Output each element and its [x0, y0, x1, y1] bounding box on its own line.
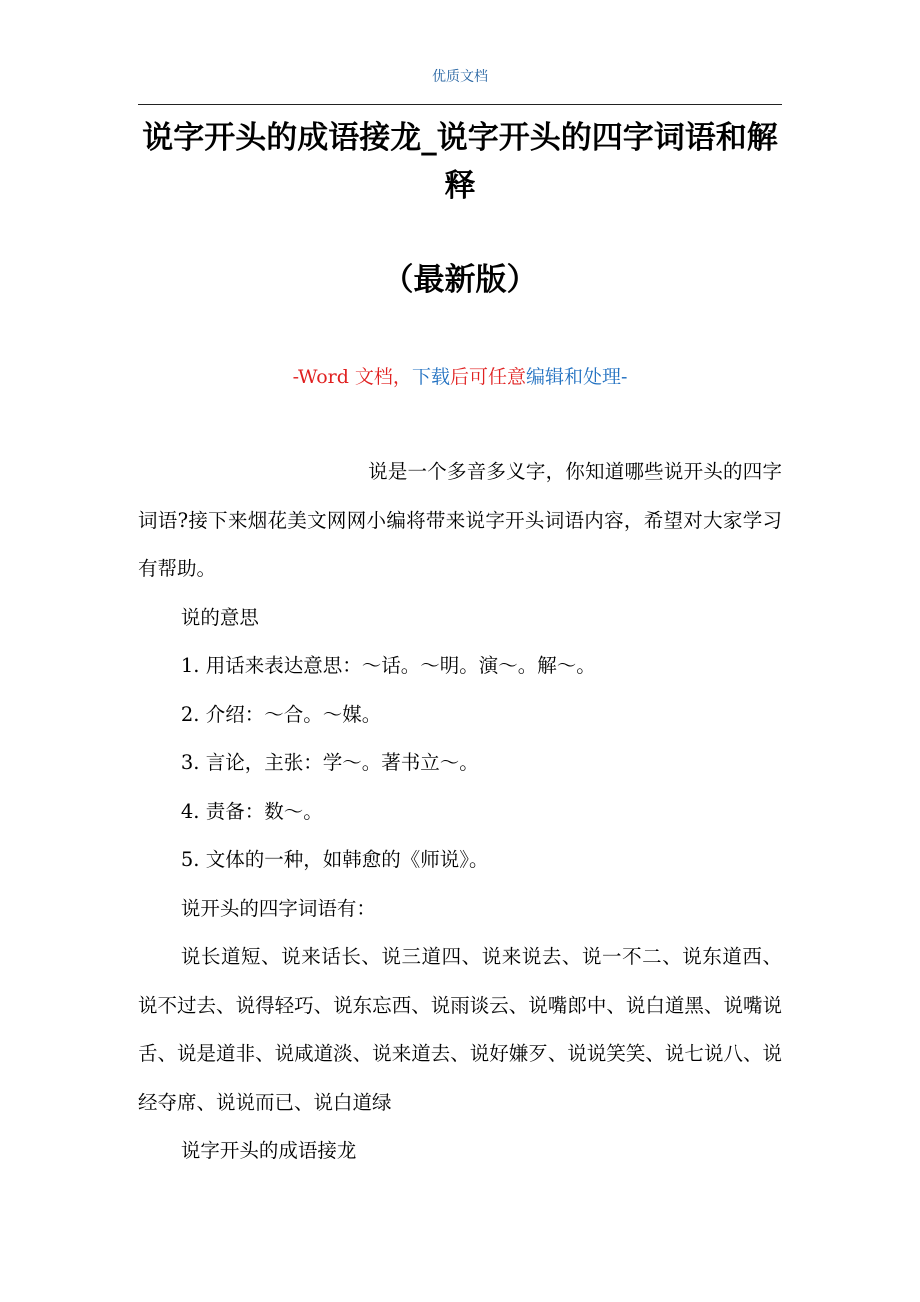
- notice-part-5: 处理-: [582, 366, 628, 388]
- document-body: [138, 448, 782, 1176]
- section-heading-meaning: 说的意思: [180, 605, 259, 629]
- document-subtitle: （最新版）: [382, 262, 538, 298]
- notice-part-4: 编辑和: [525, 366, 583, 388]
- section-heading-chain: 说字开头的成语接龙: [180, 1139, 357, 1162]
- header-divider: [138, 104, 782, 105]
- meaning-item: 1. 用话来表达意思：～话。～明。演～。解～。: [180, 654, 596, 677]
- notice-part-2: 下载: [411, 366, 450, 388]
- meaning-item: 3. 言论，主张：学～。著书立～。: [180, 751, 479, 774]
- word-list-paragraph: 说长道短、说来话长、说三道四、说来说去、说一不二、说东道西、说不过去、说得轻巧、说东忘西、说雨谈云、说嘴郎中、说白道黑、说嘴说舌、说是道非、说咸道淡、说来道去、说好嫌歹、说说笑笑、说七说八、说经夺席、说说而已、说白道绿: [138, 945, 782, 1114]
- header-label: 优质文档: [432, 69, 488, 85]
- section-heading-words: 说开头的四字词语有：: [180, 896, 376, 920]
- meaning-item: 5. 文体的一种，如韩愈的《师说》。: [180, 848, 489, 871]
- intro-paragraph: 说是一个多音多义字，你知道哪些说开头的四字词语?接下来烟花美文网网小编将带来说字开头词语内容，希望对大家学习有帮助。: [138, 460, 782, 580]
- meaning-item: 2. 介绍：～合。～媒。: [180, 702, 382, 726]
- notice-part-3: 后可任意: [449, 366, 526, 388]
- document-title: 说字开头的成语接龙_说字开头的四字词语和解释: [142, 120, 778, 204]
- notice-part-1: -Word 文档，: [292, 366, 412, 388]
- meaning-item: 4. 责备：数～。: [180, 799, 323, 823]
- edit-notice: [0, 364, 920, 390]
